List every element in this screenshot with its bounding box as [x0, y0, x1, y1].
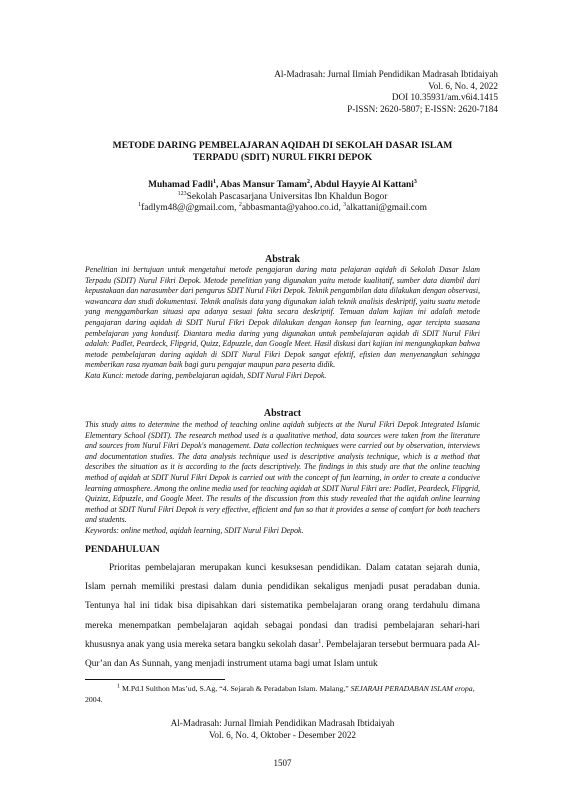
- email-3-sup: 3: [343, 201, 347, 208]
- journal-name: Al-Madrasah: Jurnal Ilmiah Pendidikan Madrasah Ibtidaiyah: [274, 69, 498, 79]
- abstrak-text: Penelitian ini bertujuan untuk mengetahui metode pengajaran daring mata pelajaran aqidah di Sekolah Dasar Islam Terpadu (SDIT) Nurul Fikri Depok. Metode penelitian yang digunakan yaitu metode kualitatif, sumber data diambil dari kepustakaan dan narasumber dari pengurus SDIT Nurul Fikri Depok. Teknik pengambilan data dilakukan dengan observasi, wawancara dan studi dokumentasi. Teknik analisis data yang digunakan ialah teknik analisis deskriptif, yaitu suatu metode yang menggambarkan situasi apa adanya sesuai fakta secara deskriptif. Temuan dalam kajian ini adalah metode pengajaran daring aqidah di SDIT Nurul Fikri Depok dilakukan dengan konsep fun learning, agar tercipta suasana pembelajaran yang kondusif. Diantara media daring yang digunakan untuk pembelajaran aqidah di SDIT Nurul Fikri adalah: Padlet, Peardeck, Flipgrid, Quizz, Edpuzzle, dan Google Meet. Hasil diskusi dari kajian ini mengungkapkan bahwa metode pembelajaran daring aqidah di SDIT Nurul Fikri Depok sangat efektif, efisien dan menyenangkan sehingga memberikan rasa nyaman baik bagi guru pengajar maupun para peserta didik.: [85, 265, 480, 370]
- footnote-text: M.Pd.I Sulthon Mas’ud, S.Ag, “4. Sejarah & Peradaban Islam. Malang,”: [120, 684, 351, 693]
- title-line-2: TERPADU (SDIT) NURUL FIKRI DEPOK: [192, 152, 373, 163]
- author-3: , Abdul Hayyie Al Kattani: [309, 180, 414, 190]
- footnote-number: 1: [117, 683, 120, 690]
- journal-volume: Vol. 6, No. 4, 2022: [428, 80, 498, 91]
- journal-header: [274, 69, 498, 115]
- journal-doi: DOI 10.35931/am.v6i4.1415: [391, 92, 498, 102]
- affiliation-sup: 123: [177, 190, 187, 197]
- email-1-sup: 1: [138, 201, 142, 208]
- title-line-1: METODE DARING PEMBELAJARAN AQIDAH DI SEKOLAH DASAR ISLAM: [112, 140, 453, 151]
- page-number: 1507: [273, 758, 292, 768]
- footnote: [85, 684, 480, 705]
- abstrak-keywords: Kata Kunci: metode daring, pembelajaran aqidah, SDIT Nurul Fikri Depok.: [85, 370, 327, 380]
- section-heading-pendahuluan: PENDAHULUAN: [85, 544, 160, 555]
- author-affiliation: [70, 192, 495, 204]
- footnote-end: , 2004.: [85, 684, 475, 704]
- affiliation-text: Sekolah Pascasarjana Universitas Ibn Khaldun Bogor: [186, 191, 388, 202]
- email-3[interactable]: alkattani@gmail.com: [346, 203, 427, 213]
- section-body: [85, 559, 480, 674]
- paragraph-text-end: . Pembelajaran tersebut bermuara pada Al-Qur’an dan As Sunnah, yang menjadi instrument utama bagi umat Islam untuk: [85, 639, 481, 670]
- abstrak-body: [85, 265, 480, 382]
- email-1[interactable]: fadlym48@@gmail.com,: [141, 203, 239, 213]
- body-paragraph: [85, 559, 480, 674]
- author-names: [70, 180, 495, 192]
- journal-issn: P-ISSN: 2620-5807; E-ISSN: 2620-7184: [347, 103, 498, 114]
- email-2[interactable]: abbasmanta@yahoo.co.id,: [241, 203, 344, 213]
- abstract-keywords: Keywords: online method, aqidah learning, SDIT Nurul Fikri Depok.: [85, 525, 304, 535]
- author-2-sup: 2: [306, 178, 310, 185]
- author-emails: [70, 203, 495, 215]
- footer-journal: Al-Madrasah: Jurnal Ilmiah Pendidikan Madrasah Ibtidaiyah: [170, 718, 395, 728]
- footer-issue: Vol. 6, No. 4, Oktober - Desember 2022: [208, 729, 357, 740]
- page-footer: [85, 718, 480, 741]
- footnote-ref[interactable]: 1: [318, 638, 322, 645]
- email-2-sup: 2: [238, 201, 242, 208]
- abstrak-heading: Abstrak: [264, 254, 300, 265]
- author-1-sup: 1: [212, 178, 216, 185]
- author-1: Muhamad Fadli: [148, 180, 213, 190]
- author-2: , Abas Mansur Tamam: [215, 180, 307, 190]
- footnote-italic: SEJARAH PERADABAN ISLAM eropa: [350, 684, 473, 693]
- footnote-separator: [85, 679, 225, 680]
- abstract-body: [85, 420, 480, 537]
- paper-title: [95, 140, 470, 164]
- author-block: [70, 180, 495, 215]
- abstract-text: This study aims to determine the method of teaching online aqidah subjects at the Nurul Fikri Depok Integrated Islamic Elementary School (SDIT). The research method used is a qualitative method, data sources were taken from the literature and sources from Nurul Fikri Depok's management. Data collection techniques were carried out by observation, interviews and documentation studies. The data analysis technique used is descriptive analysis technique, which is a method that describes the situation as it is according to the facts descriptively. The findings in this study are that the online teaching method of aqidah at SDIT Nurul Fikri Depok is carried out with the concept of fun learning, in order to create a conducive learning atmosphere. Among the online media used for teaching aqidah at SDIT Nurul Fikri are: Padlet, Peardeck, Flipgrid, Quizizz, Edpuzzle, and Google Meet. The results of the discussion from this study revealed that the aqidah online learning method at SDIT Nurul Fikri Depok is very effective, efficient and fun so that it provides a sense of comfort for both teachers and students.: [85, 420, 480, 525]
- paragraph-text: Prioritas pembelajaran merupakan kunci kesuksesan pendidikan. Dalam catatan sejarah dunia, Islam pernah memiliki prestasi dalam dunia pendidikan sekaligus menjadi pusat peradaban dunia. Tentunya hal ini tidak bisa dipisahkan dari sistematika pembelajaran orang orang terdahulu dimana mereka menempatkan pembelajaran aqidah sebagai pondasi dan tradisi pembelajaran sehari-hari khususnya anak yang usia mereka setara bangku sekolah dasar: [85, 563, 480, 650]
- footnote-indent: [85, 684, 117, 693]
- author-3-sup: 3: [413, 178, 417, 185]
- abstract-heading: Abstract: [263, 408, 302, 419]
